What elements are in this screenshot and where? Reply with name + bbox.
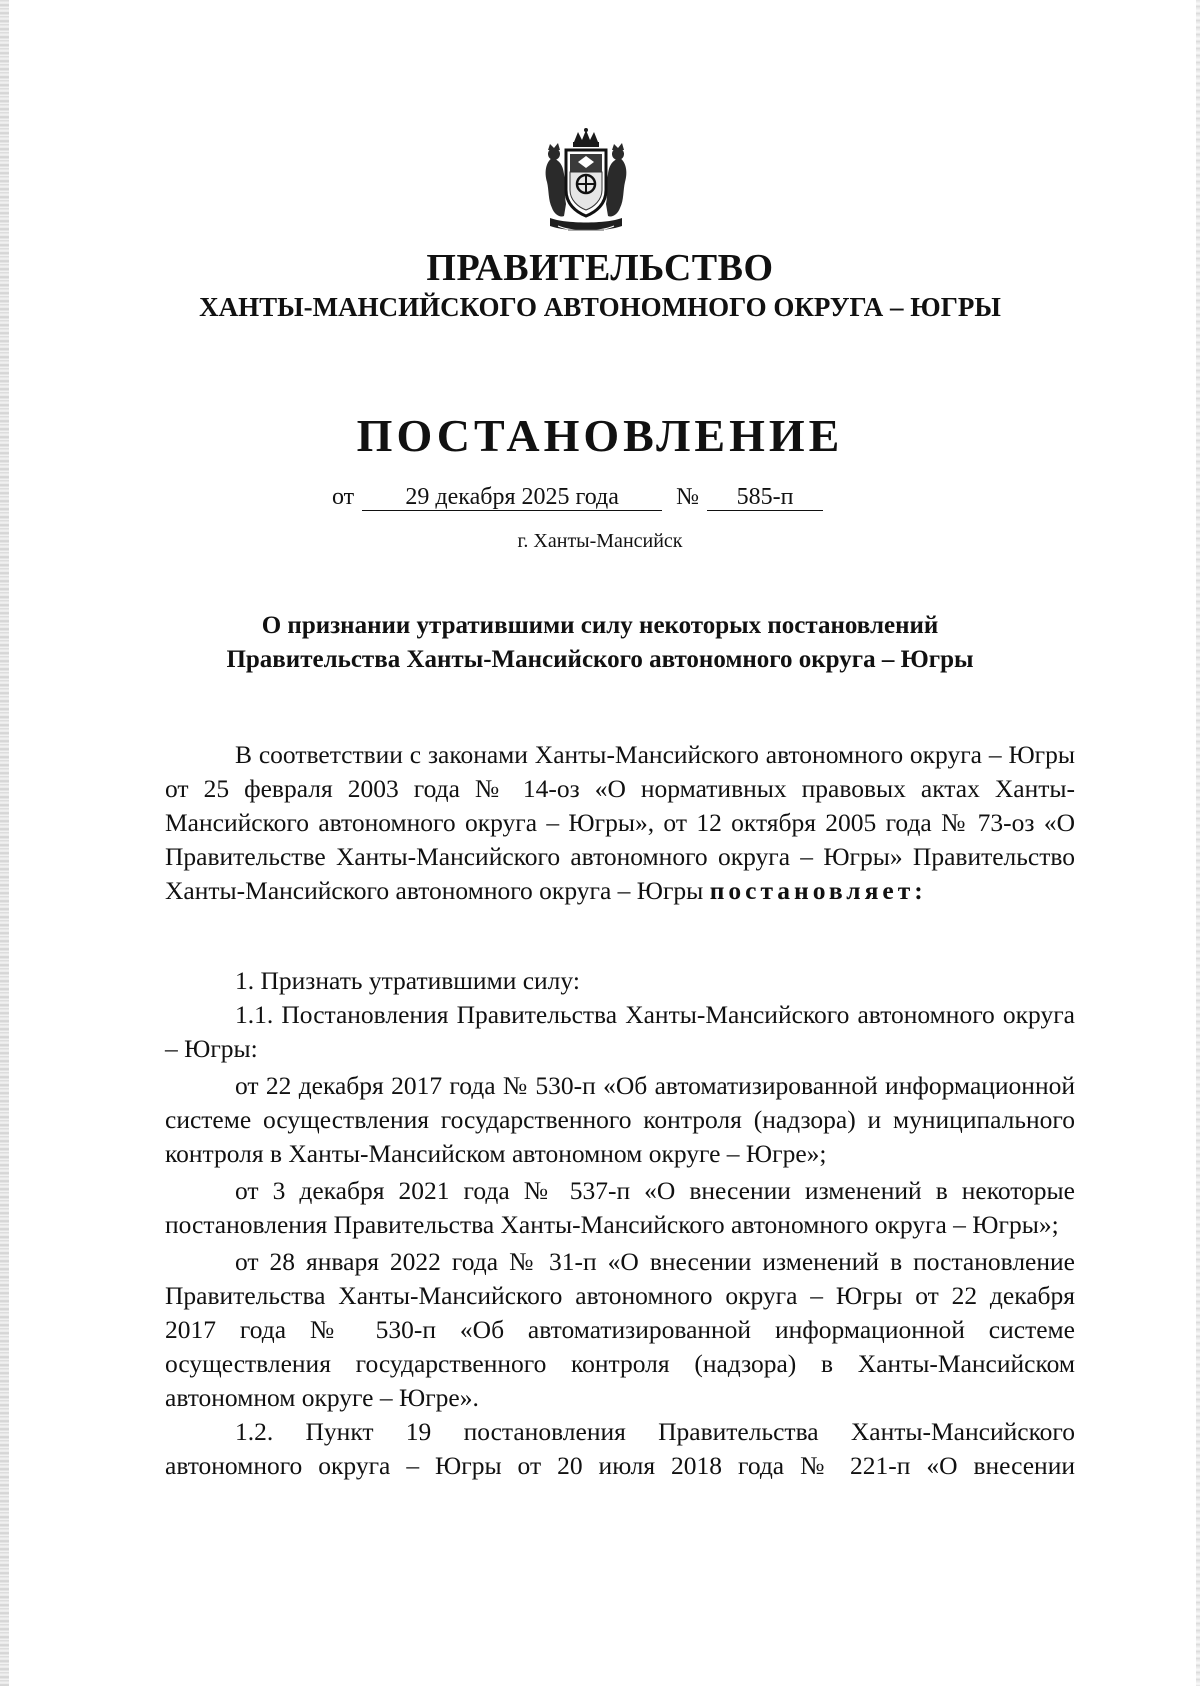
- region-title: ХАНТЫ-МАНСИЙСКОГО АВТОНОМНОГО ОКРУГА – ЮГРЫ: [199, 292, 1001, 322]
- item-1-1: 1.1. Постановления Правительства Ханты-Мансийского автономного округа – Югры:: [165, 1000, 1075, 1063]
- repealed-decree-31: от 28 января 2022 года № 31-п «О внесении изменений в постановление Правительства Ханты-Мансийского автономного округа – Югры от 22 декабря 2017 года № 530-п «Об автоматизированной информационной системе осуществления государственного контроля (надзора) в Ханты-Мансийском автономном округе – Югре».: [165, 1247, 1075, 1412]
- repealed-decree-537: от 3 декабря 2021 года № 537-п «О внесении изменений в некоторые постановления Правительства Ханты-Мансийского автономного округа – Югры»;: [165, 1176, 1075, 1239]
- decree-items: [165, 964, 1075, 1483]
- preamble-text: В соответствии с законами Ханты-Мансийского автономного округа – Югры от 25 февраля 2003 года № 14-оз «О нормативных правовых актах Ханты-Мансийского автономного округа – Югры», от 12 октября 2005 года № 73-оз «О Правительстве Ханты-Мансийского автономного округа – Югры» Правительство Ханты-Мансийского автономного округа – Югры: [165, 740, 1075, 905]
- repealed-decree-530: от 22 декабря 2017 года № 530-п «Об автоматизированной информационной системе осуществления государственного контроля (надзора) и муниципального контроля в Ханты-Мансийском автономном округе – Югре»;: [165, 1071, 1075, 1168]
- decree-word: постановляет:: [709, 876, 927, 905]
- city-label: г. Ханты-Мансийск: [517, 530, 683, 552]
- heading-line-1: О признании утратившими силу некоторых постановлений: [261, 612, 939, 639]
- date-number-line: [332, 482, 823, 512]
- preamble-paragraph: [165, 738, 1075, 908]
- item-1: 1. Признать утратившими силу:: [235, 966, 580, 995]
- date-prefix: от: [332, 484, 355, 510]
- document-number: 585-п: [707, 484, 823, 511]
- document-type: ПОСТАНОВЛЕНИЕ: [356, 410, 844, 461]
- document-date: 29 декабря 2025 года: [362, 484, 662, 511]
- document-heading: [150, 609, 1050, 677]
- government-title: ПРАВИТЕЛЬСТВО: [426, 247, 774, 289]
- item-1-2: 1.2. Пункт 19 постановления Правительства Ханты-Мансийского автономного округа – Югры от 20 июля 2018 года № 221-п «О внесении: [165, 1417, 1075, 1480]
- heading-line-2: Правительства Ханты-Мансийского автономного округа – Югры: [226, 646, 974, 673]
- preamble: [165, 738, 1075, 908]
- number-sign: №: [676, 484, 700, 510]
- coat-of-arms-icon: [538, 128, 634, 236]
